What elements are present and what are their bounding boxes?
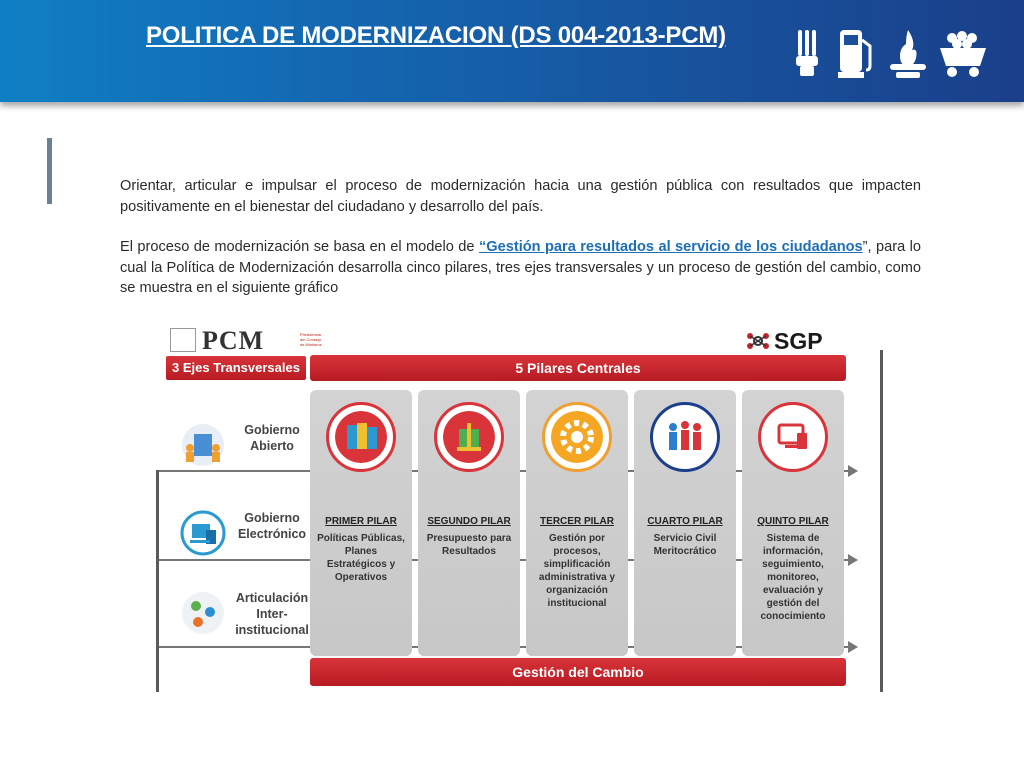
sgp-logo-text: SGP [774,328,823,354]
people-group-icon [180,422,226,468]
light-bulb-icon [790,26,824,80]
pillar-cuarto [634,390,736,656]
computer-icon [767,411,819,463]
gas-flame-icon [886,26,930,80]
model-name-highlight: “Gestión para resultados al servicio de los ciudadanos [478,239,863,255]
pcm-logo [170,326,322,355]
eje-label: Gobierno Abierto [244,423,300,453]
eje-articulacion [180,586,310,640]
eje-gobierno-abierto [180,418,310,472]
arrow-right-icon [848,465,858,477]
slide-header [0,0,1024,102]
model-paragraph-rest: ”, para lo cual la Política de Modernización desarrolla cinco pilares, tres ejes transversales y un proceso de gestión del cambio, como se muestra en el siguiente gráfico [120,239,921,296]
ejes-header: 3 Ejes Transversales [166,356,306,380]
pillar-icon-circle [758,402,828,472]
network-icon [180,590,226,636]
model-paragraph-lead: El proceso de modernización se basa en el modelo de [120,239,479,255]
fuel-pump-icon [836,26,878,80]
pillar-primer [310,390,412,656]
pillar-title: CUARTO PILAR [647,516,723,527]
eje-label: Articulación Inter-institucional [235,591,309,637]
gestion-cambio-bar: Gestión del Cambio [310,658,846,686]
eje-gobierno-electronico [180,506,310,560]
pcm-logo-subtext: Presidencia del Consejo de Ministros [300,332,322,347]
pillar-description: Políticas Públicas, Planes Estratégicos y Operativos [317,533,405,583]
pillar-icon-circle [326,402,396,472]
eje-label: Gobierno Electrónico [237,511,307,541]
pillar-quinto [742,390,844,656]
body-text [120,176,921,319]
modernization-diagram [156,322,884,694]
pilares-header: 5 Pilares Centrales [310,355,846,381]
diagram-left-line [156,470,159,692]
pillar-segundo [418,390,520,656]
budget-scale-icon [443,411,495,463]
pillar-icon-circle [542,402,612,472]
pillar-description: Sistema de información, seguimiento, monitoreo, evaluación y gestión del conocimiento [760,533,826,622]
pcm-emblem-icon [170,328,196,352]
arrow-right-icon [848,641,858,653]
energy-icons-group [790,26,990,80]
pillar-title: SEGUNDO PILAR [427,516,511,527]
pcm-logo-text: PCM [202,326,265,355]
objective-paragraph: Orientar, articular e impulsar el proceso de modernización hacia una gestión pública con resultados que impacten positivamente en el bienestar del ciudadano y desarrollo del país. [120,178,921,215]
pillar-title: TERCER PILAR [540,516,614,527]
sgp-emblem-icon [744,330,772,352]
documents-icon [335,411,387,463]
pillar-description: Gestión por procesos, simplificación administrativa y organización institucional [538,533,616,609]
arrow-right-icon [848,554,858,566]
diagram-right-line [880,350,883,692]
sgp-logo [744,328,844,354]
people-icon [659,411,711,463]
pillar-title: PRIMER PILAR [325,516,397,527]
mining-cart-icon [938,26,988,80]
pillar-icon-circle [650,402,720,472]
model-paragraph [120,237,921,299]
gear-icon [551,411,603,463]
pillar-title: QUINTO PILAR [757,516,829,527]
pillar-tercer [526,390,628,656]
pillar-description: Presupuesto para Resultados [426,533,512,557]
pillar-description: Servicio Civil Meritocrático [653,533,717,557]
accent-bar [47,138,52,204]
pillar-icon-circle [434,402,504,472]
slide-title: POLITICA DE MODERNIZACION (DS 004-2013-PCM) [146,22,726,49]
devices-icon [180,510,226,556]
